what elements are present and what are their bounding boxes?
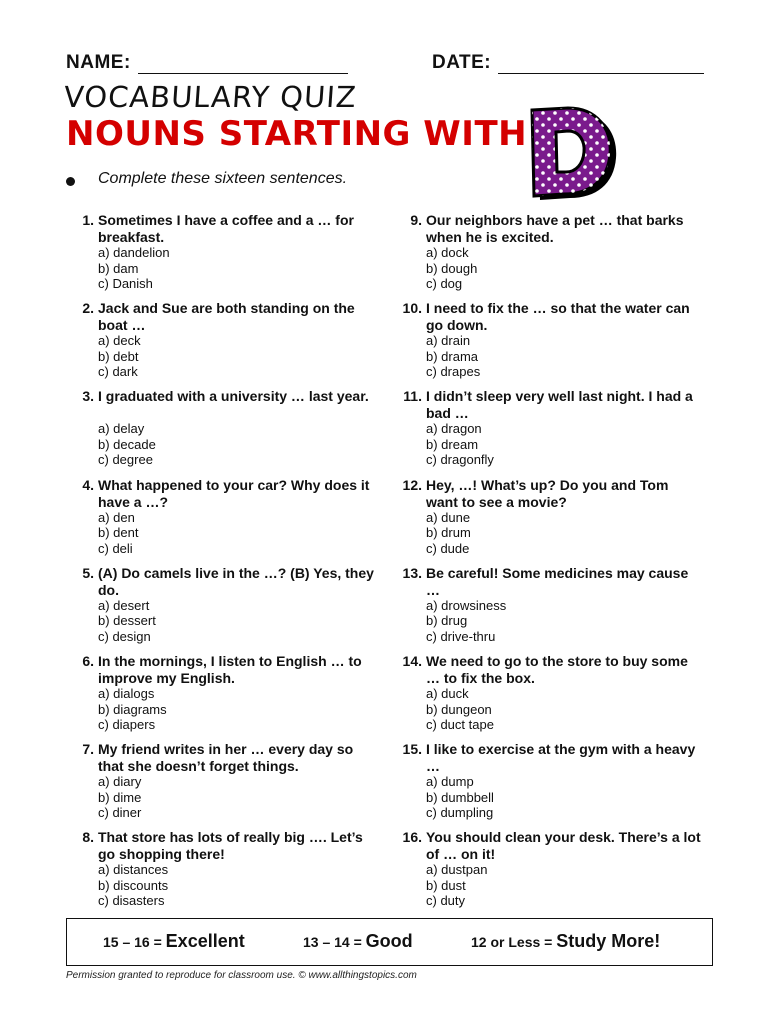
answer-option[interactable]: c) duty xyxy=(426,893,466,909)
answer-options xyxy=(426,333,480,380)
answer-option[interactable]: c) dumpling xyxy=(426,805,494,821)
answer-option[interactable]: a) duck xyxy=(426,686,469,701)
name-field[interactable] xyxy=(138,73,348,74)
answer-option[interactable]: a) drowsiness xyxy=(426,597,507,613)
page-title: NOUNS STARTING WITH xyxy=(66,114,528,154)
question-text: Be careful! Some medicines may cause … xyxy=(426,564,689,598)
question-number: 4. xyxy=(82,476,94,493)
answer-option[interactable]: a) dialogs xyxy=(98,686,155,701)
letter-d-graphic xyxy=(522,104,622,204)
answer-options xyxy=(98,862,168,909)
date-field[interactable] xyxy=(498,73,704,74)
question-text: I graduated with a university … last year. xyxy=(98,388,369,405)
answer-option[interactable]: c) diner xyxy=(98,805,142,821)
answer-option[interactable]: b) dream xyxy=(426,436,479,452)
answer-option[interactable]: a) delay xyxy=(98,421,145,437)
answer-option[interactable]: b) debt xyxy=(98,348,139,364)
score-good xyxy=(303,931,413,952)
answer-option[interactable]: c) dragonfly xyxy=(426,452,494,468)
answer-option[interactable]: c) deli xyxy=(98,540,133,556)
score-label: Excellent xyxy=(165,931,245,951)
answer-option[interactable]: b) decade xyxy=(98,436,156,452)
question-text: I need to fix the … so that the water can go down. xyxy=(426,300,690,334)
answer-option[interactable]: b) dust xyxy=(426,877,466,893)
question-number: 10. xyxy=(402,300,422,317)
question-text: You should clean your desk. There’s a lot of … on it! xyxy=(426,829,701,863)
answer-option[interactable]: a) dustpan xyxy=(426,862,488,878)
answer-option[interactable]: c) drapes xyxy=(426,364,481,380)
answer-option[interactable]: b) dessert xyxy=(98,613,156,629)
answer-option[interactable]: a) desert xyxy=(98,597,150,613)
score-range: 15 – 16 = xyxy=(103,934,162,950)
answer-option[interactable]: b) dime xyxy=(98,789,142,805)
question-number: 7. xyxy=(82,741,94,758)
answer-option[interactable]: c) degree xyxy=(98,452,153,468)
question-number: 12. xyxy=(402,476,422,493)
question-text: In the mornings, I listen to English … to improve my English. xyxy=(98,653,362,686)
question-number: 5. xyxy=(82,564,94,581)
answer-option[interactable]: b) drama xyxy=(426,348,479,364)
date-label: DATE: xyxy=(432,52,492,73)
score-label: Study More! xyxy=(556,931,661,951)
score-range: 12 or Less = xyxy=(471,934,553,950)
answer-option[interactable]: c) dog xyxy=(426,276,463,291)
answer-option[interactable]: b) dungeon xyxy=(426,701,492,717)
answer-option[interactable]: c) drive-thru xyxy=(426,628,496,644)
bullet-icon xyxy=(66,177,75,186)
answer-options xyxy=(426,510,471,557)
answer-options xyxy=(426,421,494,468)
score-study-more xyxy=(471,931,660,952)
answer-option[interactable]: c) dark xyxy=(98,364,138,380)
question-number: 11. xyxy=(403,388,422,405)
answer-option[interactable]: a) den xyxy=(98,509,135,525)
question-number: 6. xyxy=(82,653,94,669)
header-row xyxy=(66,52,706,82)
instruction-text: Complete these sixteen sentences. xyxy=(98,170,348,187)
question-text: We need to go to the store to buy some … to fix the box. xyxy=(426,653,688,686)
question-text: Our neighbors have a pet … that barks when he is excited. xyxy=(426,212,684,245)
question-number: 16. xyxy=(402,829,422,846)
answer-option[interactable]: a) dragon xyxy=(426,421,482,437)
answer-option[interactable]: b) drum xyxy=(426,525,471,541)
score-excellent xyxy=(103,931,245,952)
question-text: My friend writes in her … every day so that she doesn’t forget things. xyxy=(98,741,354,775)
answer-options xyxy=(98,510,138,557)
question-text: Sometimes I have a coffee and a … for breakfast. xyxy=(98,212,354,245)
question-text: Jack and Sue are both standing on the boat … xyxy=(98,300,355,334)
question-text: What happened to your car? Why does it have a …? xyxy=(98,476,370,510)
score-label: Good xyxy=(365,931,413,951)
answer-option[interactable]: a) dock xyxy=(426,245,469,260)
answer-options xyxy=(426,686,494,733)
question-text: I didn’t sleep very well last night. I had a bad … xyxy=(426,388,693,422)
question-number: 2. xyxy=(82,300,94,317)
answer-option[interactable]: b) drug xyxy=(426,613,468,629)
question-text: Hey, …! What’s up? Do you and Tom want to see a movie? xyxy=(426,476,669,510)
question-number: 14. xyxy=(402,653,422,669)
question-number: 3. xyxy=(82,388,94,405)
answer-options xyxy=(98,598,156,645)
answer-option[interactable]: a) deck xyxy=(98,333,141,349)
answer-option[interactable]: c) Danish xyxy=(98,276,153,291)
score-box xyxy=(66,918,713,966)
answer-option[interactable]: c) duct tape xyxy=(426,717,494,732)
answer-option[interactable]: c) disasters xyxy=(98,893,165,909)
answer-options xyxy=(98,686,167,733)
answer-options xyxy=(98,245,170,292)
answer-options xyxy=(98,421,156,468)
answer-option[interactable]: c) diapers xyxy=(98,717,156,732)
answer-option[interactable]: b) dumbbell xyxy=(426,789,494,805)
answer-option[interactable]: b) dam xyxy=(98,260,139,276)
quiz-title: VOCABULARY QUIZ xyxy=(62,80,358,114)
answer-option[interactable]: b) diagrams xyxy=(98,701,167,717)
answer-options xyxy=(98,774,141,821)
question-number: 1. xyxy=(82,212,94,228)
answer-option[interactable]: a) distances xyxy=(98,862,169,878)
score-range: 13 – 14 = xyxy=(303,934,362,950)
answer-options xyxy=(98,333,141,380)
question-text: I like to exercise at the gym with a heavy … xyxy=(426,741,696,775)
answer-option[interactable]: c) dude xyxy=(426,540,470,556)
question-number: 13. xyxy=(402,564,422,581)
answer-option[interactable]: a) diary xyxy=(98,774,142,790)
question-text: That store has lots of really big …. Let’s go shopping there! xyxy=(98,829,363,863)
answer-options xyxy=(426,862,487,909)
answer-option[interactable]: b) dent xyxy=(98,525,139,541)
answer-option[interactable]: a) dandelion xyxy=(98,245,170,260)
question-text: (A) Do camels live in the …? (B) Yes, they do. xyxy=(98,564,374,598)
answer-option[interactable]: b) discounts xyxy=(98,877,169,893)
answer-option[interactable]: a) dump xyxy=(426,774,474,790)
answer-option[interactable]: a) dune xyxy=(426,509,471,525)
answer-option[interactable]: a) drain xyxy=(426,333,471,349)
question-number: 9. xyxy=(410,212,422,228)
answer-option[interactable]: c) design xyxy=(98,628,151,644)
answer-options xyxy=(426,774,494,821)
name-label: NAME: xyxy=(66,52,131,73)
footer-permission: Permission granted to reproduce for classroom use. © www.allthingstopics.com xyxy=(66,970,417,981)
answer-options xyxy=(426,598,506,645)
answer-option[interactable]: b) dough xyxy=(426,260,478,276)
question-number: 15. xyxy=(402,741,422,758)
question-number: 8. xyxy=(82,829,94,846)
answer-options xyxy=(426,245,477,292)
